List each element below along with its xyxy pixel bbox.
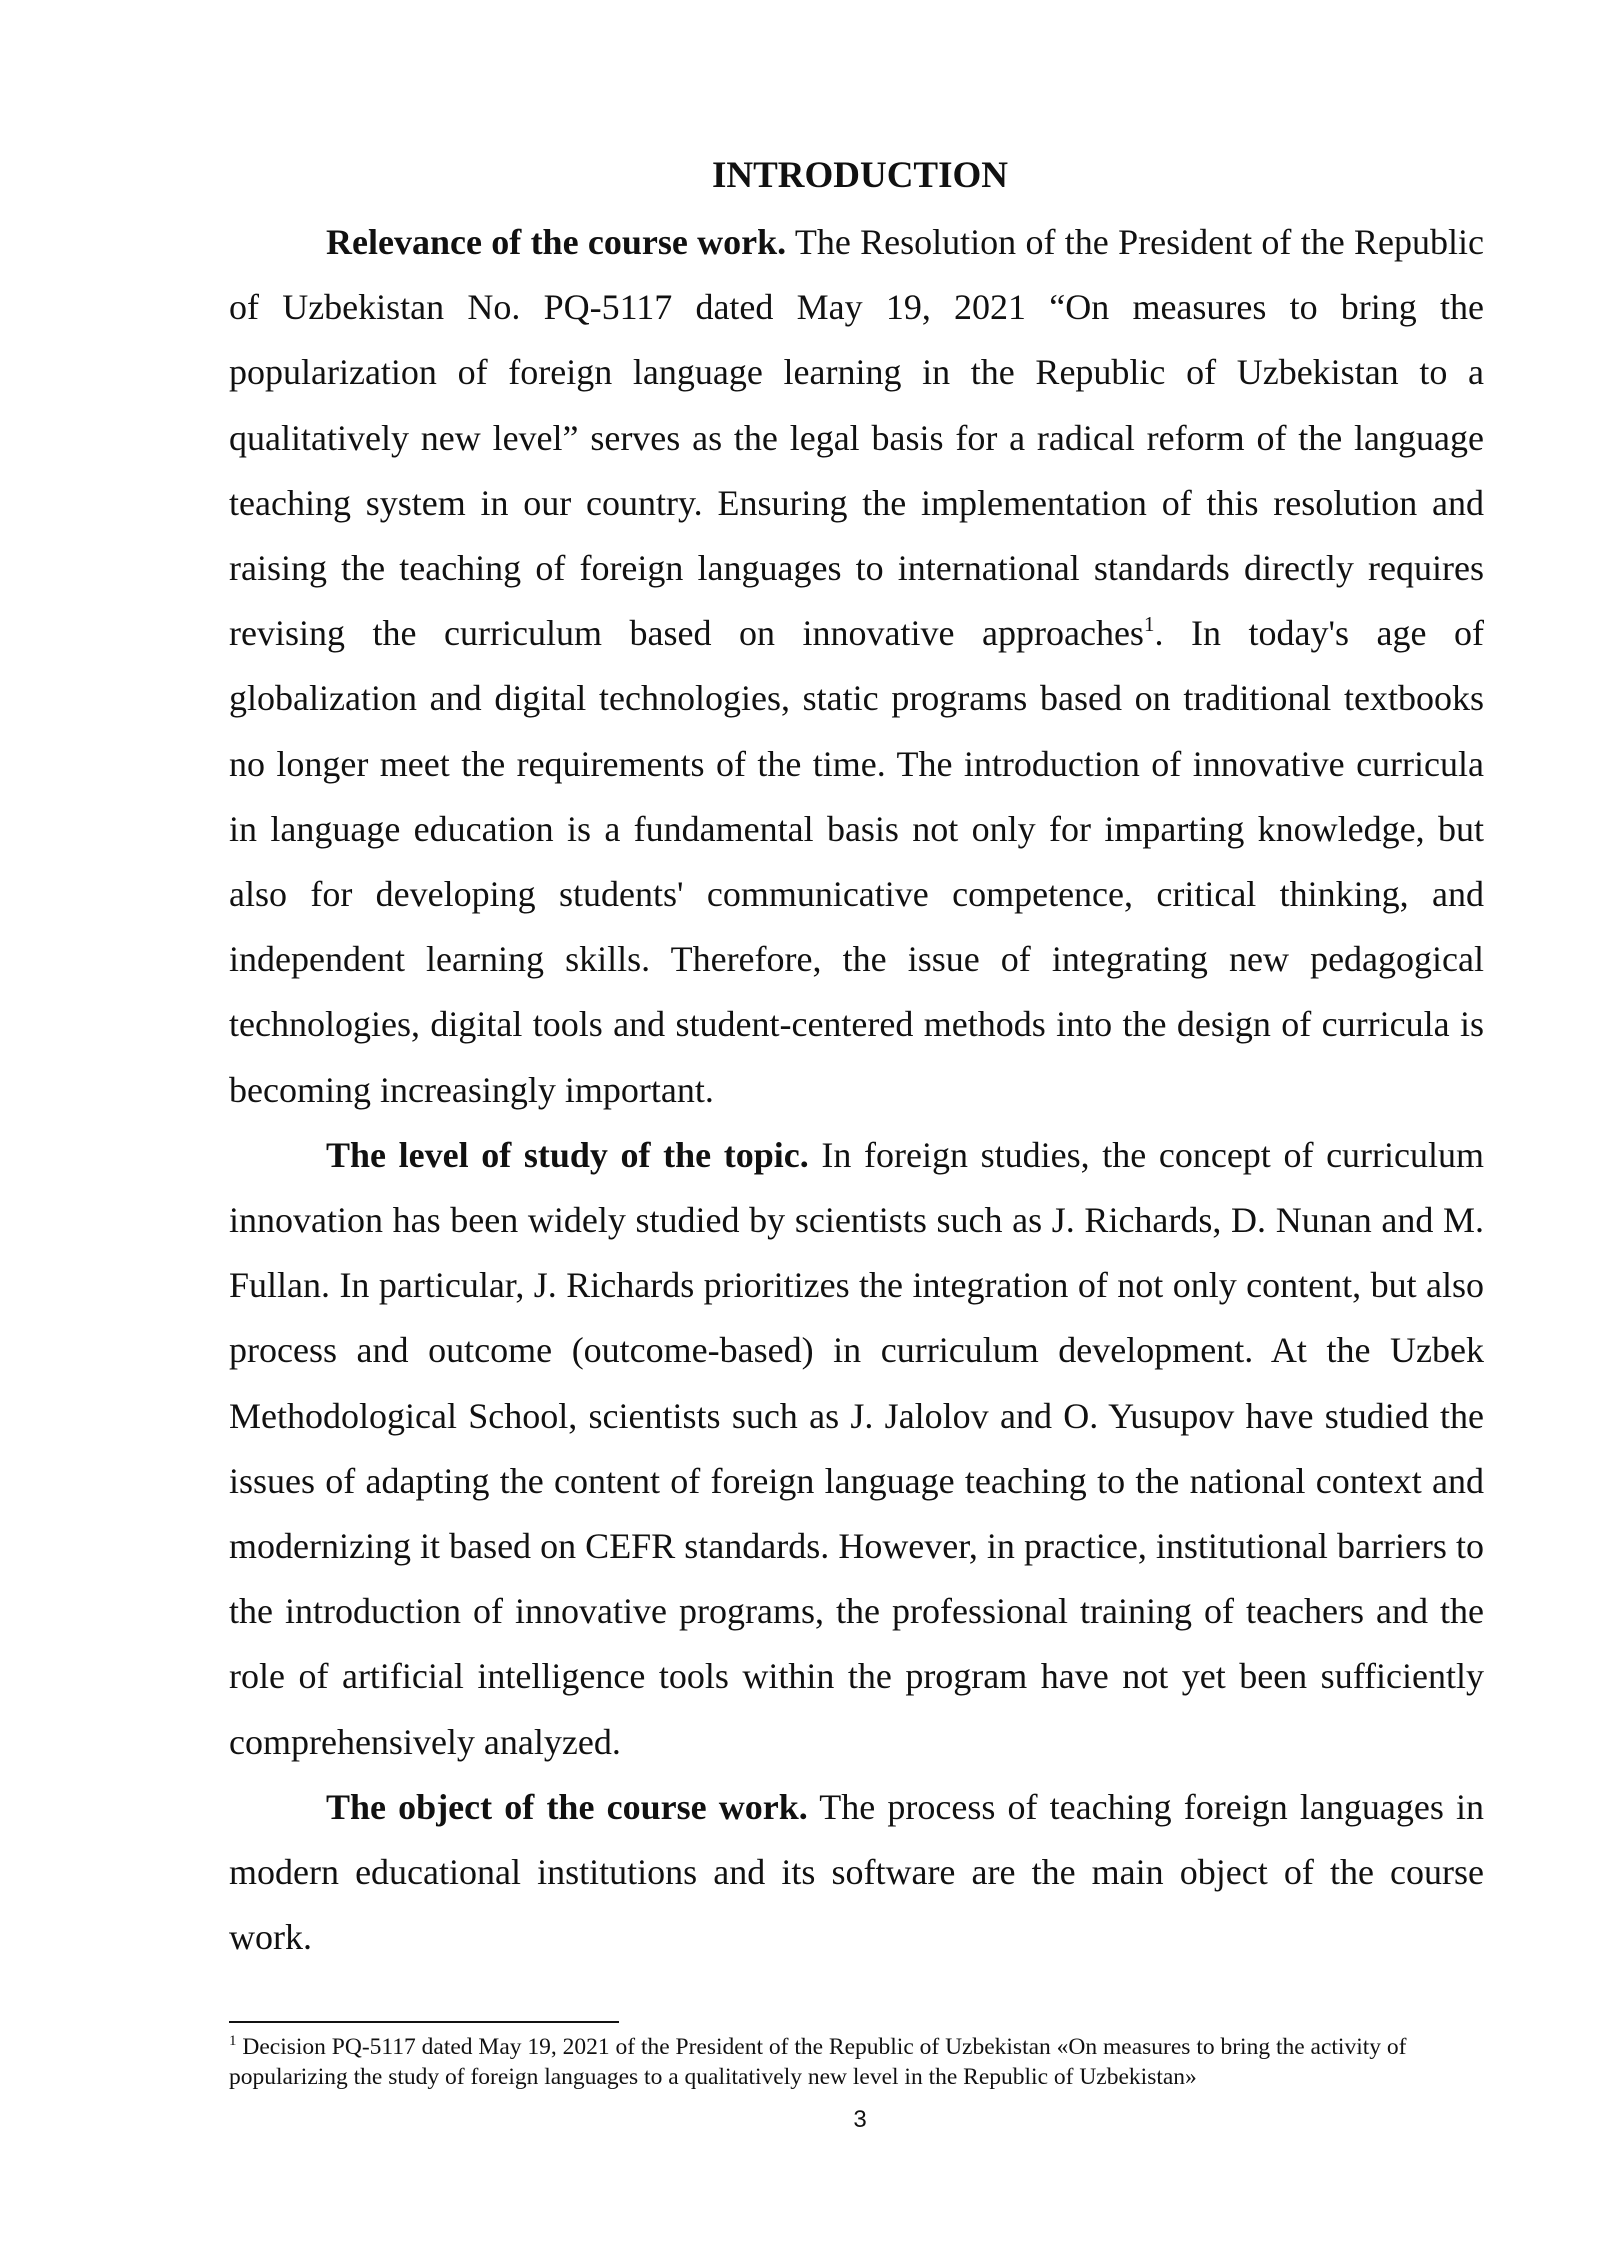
footnote-marker: 1 (229, 2033, 237, 2049)
page-title: INTRODUCTION (711, 155, 1009, 196)
paragraph-text-relevance-part1: The Resolution of the President of the Republic of Uzbekistan No. PQ-5117 dated May 19, 2021 “On measures to bring the popularization of foreign language learning in the Republic of Uzbekistan to a qualitatively new level” serves as the legal basis for a radical reform of the language teaching system in our country. Ensuring the implementation of this resolution and raising the teaching of foreign languages to international standards directly requires revising the curriculum based on innovative approaches (229, 222, 1484, 654)
body-text (229, 210, 1484, 1970)
paragraph-text-object: The process of teaching foreign languages in modern educational institutions and its software are the main object of the course work. (229, 1786, 1484, 1958)
footnote-reference: 1 (1143, 612, 1155, 637)
footnote-separator (229, 2021, 619, 2023)
footnote-text: Decision PQ-5117 dated May 19, 2021 of the President of the Republic of Uzbekistan «On measures to bring the activity of popularizing the study of foreign languages to a qualitatively new level in the Republic of Uzbekistan» (229, 2034, 1407, 2090)
paragraph-relevance (229, 210, 1484, 1123)
paragraph-lead-level-of-study: The level of study of the topic. (326, 1134, 809, 1175)
paragraph-lead-object: The object of the course work. (326, 1786, 808, 1827)
paragraph-text-level-of-study: In foreign studies, the concept of curriculum innovation has been widely studied by scientists such as J. Richards, D. Nunan and M. Fullan. In particular, J. Richards prioritizes the integration of not only content, but also process and outcome (outcome-based) in curriculum development. At the Uzbek Methodological School, scientists such as J. Jalolov and O. Yusupov have studied the issues of adapting the content of foreign language teaching to the national context and modernizing it based on CEFR standards. However, in practice, institutional barriers to the introduction of innovative programs, the professional training of teachers and the role of artificial intelligence tools within the program have not yet been sufficiently comprehensively analyzed. (229, 1134, 1485, 1762)
paragraph-level-of-study (229, 1123, 1484, 1775)
paragraph-object (229, 1775, 1484, 1971)
paragraph-lead-relevance: Relevance of the course work. (326, 222, 787, 262)
page-number: 3 (853, 2106, 867, 2133)
paragraph-text-relevance-part2: . In today's age of globalization and digital technologies, static programs based on traditional textbooks no longer meet the requirements of the time. The introduction of innovative curricula in language education is a fundamental basis not only for imparting knowledge, but also for developing students' communicative competence, critical thinking, and independent learning skills. Therefore, the issue of integrating new pedagogical technologies, digital tools and student-centered methods into the design of curricula is becoming increasingly important. (229, 613, 1484, 1110)
footnote (229, 2032, 1484, 2092)
